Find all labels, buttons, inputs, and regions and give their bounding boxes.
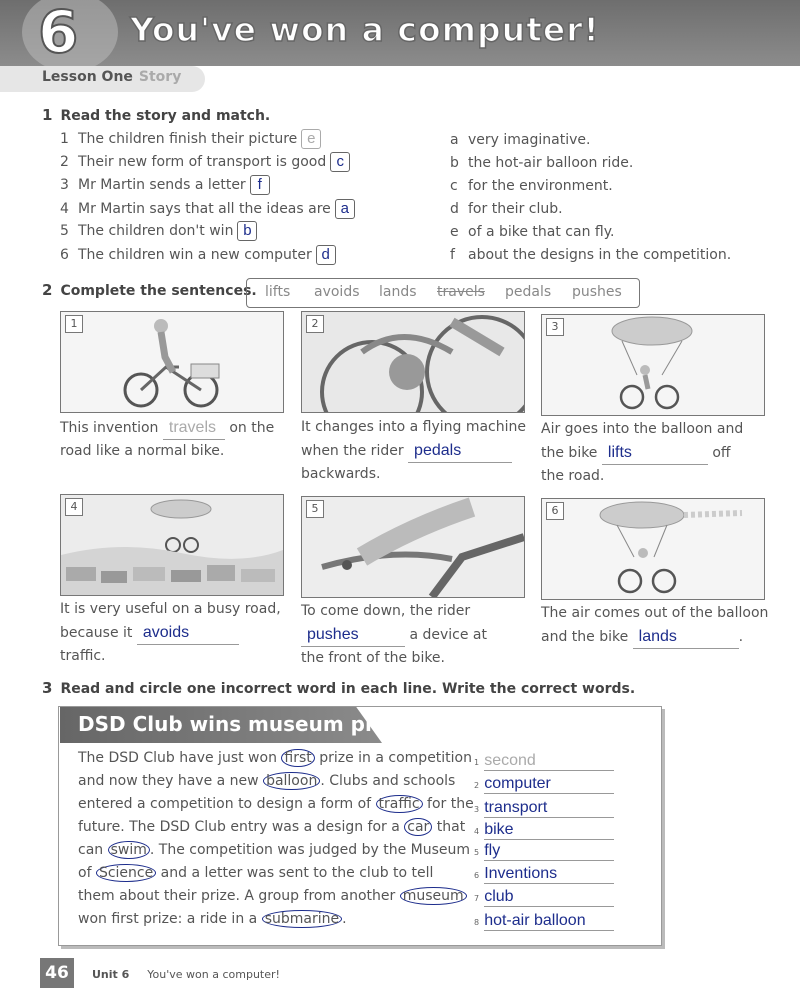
correction-blank[interactable]: bike: [484, 821, 614, 840]
correction-row: [474, 797, 614, 818]
line-text: them about their prize. A group from another: [78, 888, 400, 904]
exercise-1-heading: [42, 106, 270, 124]
caption-text: traffic.: [60, 648, 106, 664]
option-text: of a bike that can fly.: [468, 224, 615, 240]
article-line: [78, 865, 433, 881]
answer-box[interactable]: b: [237, 221, 257, 241]
option-text: for their club.: [468, 201, 563, 217]
circled-word[interactable]: balloon: [263, 772, 320, 790]
option-letter: e: [450, 224, 459, 240]
option-letter: f: [450, 247, 455, 263]
circled-word[interactable]: swim: [108, 841, 150, 859]
correction-number: 1: [474, 758, 480, 767]
correction-number: 6: [474, 871, 480, 880]
caption-text: This invention: [60, 420, 159, 436]
traffic-jam-illustration: [61, 495, 283, 595]
footer-title: You've won a computer!: [147, 968, 280, 981]
correction-number: 2: [474, 781, 480, 790]
correction-blank[interactable]: Inventions: [484, 865, 614, 884]
item-number: 6: [60, 247, 69, 263]
caption-4: [60, 598, 290, 668]
line-text: . The competition was judged by the Museum: [149, 842, 471, 858]
correction-number: 5: [474, 848, 480, 857]
article-line: [78, 796, 474, 812]
line-text: entered a competition to design a form of: [78, 796, 376, 812]
answer-blank[interactable]: pedals: [408, 439, 512, 463]
exercise-instruction: Read the story and match.: [60, 108, 271, 124]
match-item: [60, 221, 257, 241]
correction-blank[interactable]: computer: [484, 775, 614, 794]
answer-box[interactable]: d: [316, 245, 336, 265]
line-text: and now they have a new: [78, 773, 264, 789]
correction-row: [474, 910, 614, 931]
circled-word[interactable]: car: [404, 818, 432, 836]
word-bank: [246, 278, 640, 308]
match-option: [450, 132, 590, 148]
answer-box[interactable]: a: [335, 199, 355, 219]
match-option: [450, 247, 731, 263]
exercise-number: 3: [42, 679, 53, 697]
word-bank-word-used: travels: [437, 284, 485, 300]
deflating-balloon-illustration: [542, 499, 764, 599]
article-title: DSD Club wins museum prize: [78, 712, 407, 736]
line-text: won first prize: a ride in a: [78, 911, 262, 927]
line-text: . Clubs and schools: [320, 773, 456, 789]
lesson-label: [42, 69, 181, 85]
exercise-3-heading: [42, 679, 635, 697]
option-letter: b: [450, 155, 459, 171]
item-text: Their new form of transport is good: [78, 154, 327, 170]
caption-text: a device at: [409, 627, 487, 643]
article-line: [78, 911, 347, 927]
article-line: [78, 819, 465, 835]
correction-number: 4: [474, 827, 480, 836]
correction-number: 8: [474, 918, 480, 927]
line-text: of: [78, 865, 96, 881]
match-item: [60, 199, 355, 219]
exercise-instruction: Read and circle one incorrect word in each line. Write the correct words.: [60, 681, 636, 697]
exercise-number: 1: [42, 106, 53, 124]
handlebar-device-illustration: [302, 497, 524, 597]
unit-number: 6: [38, 0, 79, 66]
page-number: 46: [40, 958, 74, 988]
correction-number: 7: [474, 894, 480, 903]
line-text: for the: [422, 796, 474, 812]
match-item: [60, 245, 336, 265]
picture-number: 3: [546, 318, 564, 336]
item-text: The children win a new computer: [78, 247, 312, 263]
caption-text: To come down, the rider: [301, 603, 471, 619]
caption-text: and the bike: [541, 629, 629, 645]
correction-row: [474, 750, 614, 771]
caption-text: It is very useful on a busy road,: [60, 601, 281, 617]
line-text: .: [342, 911, 347, 927]
caption-text: on the: [229, 420, 275, 436]
picture-4: [60, 494, 284, 596]
answer-box[interactable]: e: [301, 129, 321, 149]
exercise-instruction: Complete the sentences.: [60, 283, 257, 299]
caption-2: [301, 416, 531, 486]
pedal-closeup-illustration: [302, 312, 524, 412]
line-text: and a letter was sent to the club to tell: [156, 865, 434, 881]
caption-1: [60, 416, 290, 463]
match-option: [450, 201, 563, 217]
answer-blank[interactable]: travels: [163, 416, 225, 440]
correction-blank[interactable]: second: [484, 752, 614, 771]
circled-word[interactable]: Science: [96, 864, 156, 882]
caption-5: [301, 600, 531, 670]
line-text: prize in a competition: [314, 750, 472, 766]
option-text: very imaginative.: [468, 132, 591, 148]
option-text: for the environment.: [468, 178, 613, 194]
circled-word[interactable]: first: [281, 749, 314, 767]
caption-text: .: [738, 629, 744, 645]
circled-word[interactable]: traffic: [376, 795, 423, 813]
correction-row: [474, 773, 614, 794]
option-letter: a: [450, 132, 459, 148]
picture-number: 6: [546, 502, 564, 520]
item-text: Mr Martin says that all the ideas are: [78, 201, 331, 217]
picture-3: [541, 314, 765, 416]
lesson-subtitle: Story: [138, 69, 182, 85]
picture-number: 4: [65, 498, 83, 516]
match-option: [450, 224, 614, 240]
picture-number: 5: [306, 500, 324, 518]
picture-number: 2: [306, 315, 324, 333]
answer-blank[interactable]: avoids: [137, 621, 239, 645]
picture-5: [301, 496, 525, 598]
match-item: [60, 152, 350, 172]
correction-row: [474, 886, 614, 907]
caption-text: It changes into a flying machine: [301, 419, 526, 435]
item-number: 1: [60, 131, 69, 147]
balloon-bike-illustration: [542, 315, 764, 415]
caption-text: The air comes out of the balloon: [541, 605, 769, 621]
picture-2: [301, 311, 525, 413]
picture-number: 1: [65, 315, 83, 333]
circled-word[interactable]: museum: [400, 887, 467, 905]
match-option: [450, 178, 613, 194]
line-text: that: [432, 819, 466, 835]
option-text: the hot-air balloon ride.: [468, 155, 634, 171]
caption-text: the bike: [541, 445, 598, 461]
caption-3: [541, 418, 771, 488]
caption-text: backwards.: [301, 466, 381, 482]
picture-1: [60, 311, 284, 413]
item-number: 4: [60, 201, 69, 217]
match-item: [60, 129, 321, 149]
correction-number: 3: [474, 805, 480, 814]
match-option: [450, 155, 633, 171]
bike-rider-illustration: [61, 312, 283, 412]
item-text: The children don't win: [78, 223, 234, 239]
article-line: [78, 888, 467, 904]
caption-text: because it: [60, 625, 133, 641]
footer: [92, 968, 280, 981]
answer-blank[interactable]: lifts: [602, 441, 708, 465]
correction-blank[interactable]: hot-air balloon: [484, 912, 614, 931]
article-line: [78, 842, 470, 858]
option-letter: d: [450, 201, 459, 217]
correction-row: [474, 863, 614, 884]
option-text: about the designs in the competition.: [468, 247, 732, 263]
answer-box[interactable]: f: [250, 175, 270, 195]
word-bank-word: pushes: [572, 284, 622, 300]
line-text: The DSD Club have just won: [78, 750, 282, 766]
item-number: 5: [60, 223, 69, 239]
footer-unit: Unit 6: [92, 968, 130, 981]
caption-text: the front of the bike.: [301, 650, 445, 666]
item-number: 2: [60, 154, 69, 170]
caption-6: [541, 602, 771, 649]
answer-box[interactable]: c: [330, 152, 350, 172]
caption-text: when the rider: [301, 443, 404, 459]
lesson-title: Lesson One: [42, 69, 133, 85]
caption-text: the road.: [541, 468, 605, 484]
correction-blank[interactable]: transport: [484, 799, 614, 818]
article-line: [78, 750, 472, 766]
match-item: [60, 175, 270, 195]
exercise-2-heading: [42, 281, 257, 299]
exercise-number: 2: [42, 281, 53, 299]
answer-blank[interactable]: lands: [633, 625, 739, 649]
picture-6: [541, 498, 765, 600]
item-text: Mr Martin sends a letter: [78, 177, 246, 193]
correction-blank[interactable]: club: [484, 888, 614, 907]
word-bank-word: pedals: [505, 284, 552, 300]
answer-blank[interactable]: pushes: [301, 623, 405, 647]
word-bank-word: lifts: [265, 284, 291, 300]
line-text: can: [78, 842, 108, 858]
word-bank-word: avoids: [314, 284, 360, 300]
option-letter: c: [450, 178, 458, 194]
correction-blank[interactable]: fly: [484, 842, 614, 861]
line-text: future. The DSD Club entry was a design for a: [78, 819, 405, 835]
caption-text: road like a normal bike.: [60, 443, 225, 459]
circled-word[interactable]: submarine: [262, 910, 342, 928]
correction-row: [474, 840, 614, 861]
unit-title: You've won a computer!: [130, 10, 600, 49]
correction-row: [474, 819, 614, 840]
caption-text: off: [712, 445, 731, 461]
item-number: 3: [60, 177, 69, 193]
item-text: The children finish their picture: [78, 131, 298, 147]
word-bank-word: lands: [379, 284, 417, 300]
caption-text: Air goes into the balloon and: [541, 421, 744, 437]
article-line: [78, 773, 455, 789]
